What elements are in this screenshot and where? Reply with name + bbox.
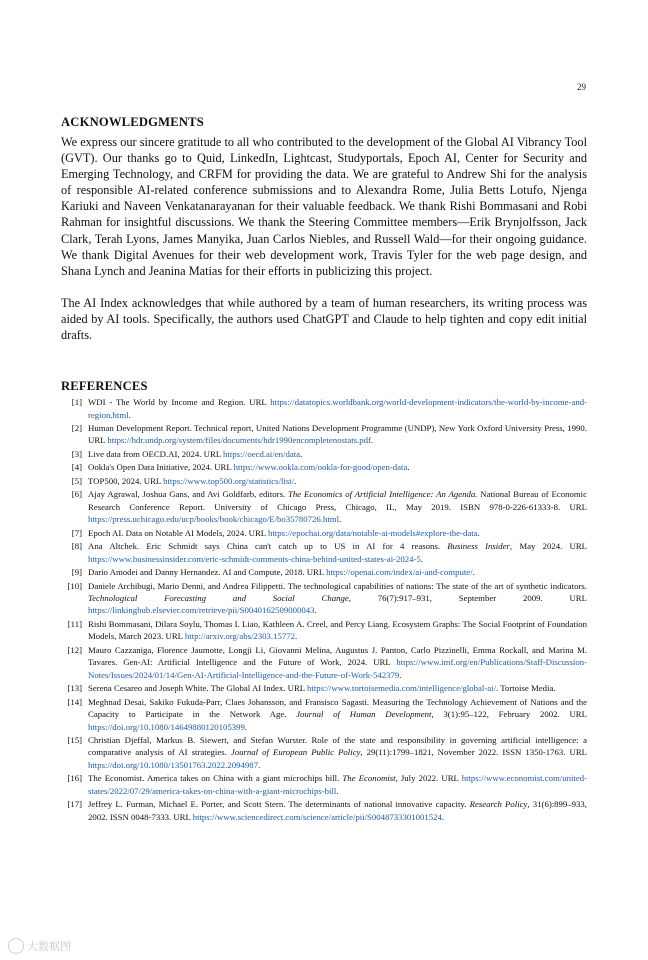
reference-url-link[interactable]: https://hdr.undp.org/system/files/documents/hdr1990encompletenostats.pdf [107,435,371,446]
reference-text [88,618,587,643]
reference-details: , 31(6):899–933, 2002. ISSN 0048-7333. URL [88,799,587,822]
reference-url-link[interactable]: https://epochai.org/data/notable-ai-models#explore-the-data [268,527,478,538]
reference-text [88,488,587,525]
reference-number: [16] [67,773,82,784]
reference-tail: . [336,785,339,796]
reference-url-link[interactable]: https://www.ookla.com/ookla-for-good/open-data [233,462,408,473]
reference-url-link[interactable]: https://doi.org/10.1080/14649880120105399 [88,721,245,732]
reference-text [88,772,587,797]
reference-number: [15] [67,735,82,745]
reference-url-link[interactable]: https://oecd.ai/en/data [223,448,301,459]
reference-url-link[interactable]: https://linkinghub.elsevier.com/retrieve/pii/S0040162509000043 [88,605,315,616]
acknowledgments-paragraph-1: We express our sincere gratitude to all who contributed to the development of the Global AI Vibrancy Tool (GVT). Our thanks go to Quid, LinkedIn, Lightcast, Studyportals, Epoch AI, Center for Security and Emerging Technology, and CRFM for providing the data. We are grateful to Andrew Shi for the analysis of responsible AI-related conference submissions and to Alexandra Rome, Julia Betts Lotufo, Njenga Kariuki and Naveen Venkatanarayanan for their valuable feedback. We thank Rishi Bommasani and Robi Rahman for insightful discussions. We thank the Steering Committee members—Erik Brynjolfsson, Jack Clark, Terah Lyons, James Manyika, Juan Carlos Niebles, and Russell Wald—for their ongoing guidance. We thank Digital Avenues for their web development work, Travis Tyler for the web page design, and Shana Lynch and Jeanina Matias for their efforts in publicizing this project. [61,135,587,278]
reference-citation: Ana Altchek. Eric Schmidt says China can't catch up to US in AI for 4 reasons. [88,541,448,552]
reference-text [88,734,587,771]
reference-text [88,644,587,681]
reference-venue: Journal of European Public Policy [230,747,361,758]
reference-url-link[interactable]: https://openai.com/index/ai-and-compute/ [326,567,473,578]
reference-venue: The Economics of Artificial Intelligence: An Agenda. [288,489,478,500]
reference-number: [3] [71,448,82,459]
reference-url-link[interactable]: https://www.imf.org/en/Publications/Staff-Discussion-Notes/Issues/2024/01/14/Gen-AI-Artificial-Intelligence-and-the-Future-of-Work-542379 [88,657,587,680]
reference-tail: . [257,759,261,770]
references-heading: REFERENCES [61,379,148,394]
reference-tail: . [314,605,317,616]
reference-citation: Ookla's Open Data Initiative, 2024. URL [88,462,234,473]
reference-item [61,488,587,525]
reference-number: [9] [71,567,82,578]
reference-item [61,566,587,578]
reference-details: , 76(7):917–931, September 2009. URL [348,593,587,604]
reference-venue: Business Insider [447,541,510,552]
reference-number: [2] [71,423,82,434]
reference-number: [6] [71,489,82,500]
reference-citation: Ajay Agrawal, Joshua Gans, and Avi Goldfarb, editors. [88,489,289,500]
reference-details: , July 2022. URL [395,773,462,784]
reference-number: [14] [67,696,82,707]
reference-citation: Jeffrey L. Furman, Michael E. Porter, and Scott Stern. The determinants of national innovative capacity. [88,799,470,810]
reference-citation: Rishi Bommasani, Dilara Soylu, Thomas I. Liao, Kathleen A. Creel, and Percy Liang. Ecosystem Graphs: The Social Footprint of Foundation Models, March 2023. URL [88,618,587,642]
reference-venue: Journal of Human Development [296,709,432,720]
reference-tail: . [244,721,248,732]
acknowledgments-heading: ACKNOWLEDGMENTS [61,115,204,129]
reference-item [61,475,587,487]
reference-item [61,580,587,617]
reference-citation: Epoch AI. Data on Notable AI Models, 2024. URL [88,527,268,538]
watermark [8,938,71,954]
reference-tail: . [399,669,402,680]
reference-number: [10] [67,580,82,591]
reference-number: [1] [71,397,82,408]
reference-item [61,396,587,421]
reference-number: [4] [71,462,82,473]
reference-number: [12] [67,644,82,655]
reference-text [88,696,587,733]
reference-tail: . [128,409,131,420]
reference-url-link[interactable]: https://www.sciencedirect.com/science/article/pii/S0048733301001524 [192,811,442,822]
reference-tail: . [441,811,445,822]
reference-citation: Live data from OECD.AI, 2024. URL [88,448,224,459]
reference-number: [17] [67,799,82,810]
reference-details: , 3(1):95–122, February 2002. URL [431,709,587,720]
reference-list [61,396,587,823]
reference-text [88,475,587,487]
reference-venue: Research Policy [469,799,528,810]
reference-url-link[interactable]: https://www.top500.org/statistics/list/ [163,475,295,486]
reference-citation: Mauro Cazzaniga, Florence Jaumotte, Longji Li, Giovanni Melina, Augustus J. Panton, Carlo Pizzinelli, Emma Rockall, and Marina M. Tavares. Gen-AI: Artificial Intelligence and the Future of Work, 2024. URL [88,644,587,668]
reference-tail: . Tortoise Media. [496,683,556,694]
reference-url-link[interactable]: https://datatopics.worldbank.org/world-development-indicators/the-world-by-income-and-region.html [88,397,587,420]
reference-tail: . [477,527,480,538]
reference-item [61,734,587,771]
reference-venue: Technological Forecasting and Social Change [88,593,349,604]
reference-item [61,696,587,733]
reference-tail: . [370,435,374,446]
page-content [61,115,587,824]
reference-tail: . [295,631,298,642]
reference-item [61,461,587,473]
reference-text [88,527,587,539]
reference-item [61,644,587,681]
reference-text [88,798,587,823]
reference-citation: Dario Amodei and Danny Hernandez. AI and Compute, 2018. URL [88,567,327,578]
reference-item [61,772,587,797]
reference-text [88,448,587,460]
reference-url-link[interactable]: https://www.tortoisemedia.com/intelligence/global-ai/ [307,683,497,694]
reference-venue: The Economist [342,773,396,784]
reference-text [88,461,587,473]
reference-details: National Bureau of Economic Research Conference Report. University of Chicago Press, Chicago, IL, May 2019. ISBN 978-0-226-61333-8. URL [88,489,587,512]
reference-text [88,396,587,421]
reference-number: [8] [71,541,82,552]
reference-number: [5] [71,475,82,486]
reference-url-link[interactable]: https://doi.org/10.1080/13501763.2022.2094987 [88,759,258,770]
reference-number: [7] [71,527,82,538]
reference-citation: Daniele Archibugi, Mario Denni, and Andrea Filippetti. The technological capabilities of nations: The state of the art of synthetic indicators. [88,580,587,591]
reference-citation: Meghnad Desai, Sakiko Fukuda-Parr, Claes Johansson, and Fransisco Sagasti. Measuring the Technology Achievement of Nations and the Capacity to Participate in the Network Age. [88,696,587,720]
reference-tail: . [339,514,342,525]
reference-text [88,580,587,617]
reference-text [88,422,587,447]
reference-text [88,566,587,578]
reference-tail: . [300,448,303,459]
reference-citation: WDI - The World by Income and Region. URL [88,397,271,408]
reference-item [61,682,587,694]
reference-details: , 29(11):1799–1821, November 2022. ISSN 1350-1763. URL [360,747,587,758]
reference-tail: . [420,553,424,564]
reference-url-link[interactable]: https://www.economist.com/united-states/2022/07/29/america-takes-on-china-with-a-giant-microchips-bill [88,773,588,796]
reference-tail: . [472,567,475,578]
reference-item [61,618,587,643]
reference-url-link[interactable]: https://www.businessinsider.com/eric-schmidt-comments-china-behind-united-states-ai-2024-5 [88,553,421,564]
reference-details: , May 2024. URL [509,541,588,552]
reference-tail: . [407,462,410,473]
watermark-text: 大数据图 [27,940,71,953]
reference-citation: Human Development Report. Technical report, United Nations Development Programme (UNDP), New York Oxford University Press, 1990. URL [88,423,587,446]
reference-text [88,682,587,694]
reference-citation: Serena Cesareo and Joseph White. The Global AI Index. URL [88,683,308,694]
page-number: 29 [577,82,586,92]
reference-citation: TOP500, 2024. URL [88,475,164,486]
reference-tail: . [294,475,297,486]
reference-number: [13] [67,683,82,694]
watermark-logo-icon [8,938,24,954]
reference-citation: Christian Djeffal, Markus B. Siewert, and Stefan Wurster. Role of the state and responsibility in governing artificial intelligence: a comparative analysis of AI strategies. [88,735,587,758]
reference-url-link[interactable]: http://arxiv.org/abs/2303.15772 [184,631,295,642]
reference-item [61,527,587,539]
reference-url-link[interactable]: https://press.uchicago.edu/ucp/books/book/chicago/E/bo35780726.html [88,514,340,525]
reference-text [88,540,587,565]
acknowledgments-paragraph-2: The AI Index acknowledges that while authored by a team of human researchers, its writing process was aided by AI tools. Specifically, the authors used ChatGPT and Claude to help tighten and copy edit initial drafts. [61,295,587,343]
reference-item [61,798,587,823]
reference-citation: The Economist. America takes on China with a giant microchips bill. [88,773,343,784]
reference-item [61,448,587,460]
reference-item [61,540,587,565]
reference-item [61,422,587,447]
reference-number: [11] [67,618,82,629]
